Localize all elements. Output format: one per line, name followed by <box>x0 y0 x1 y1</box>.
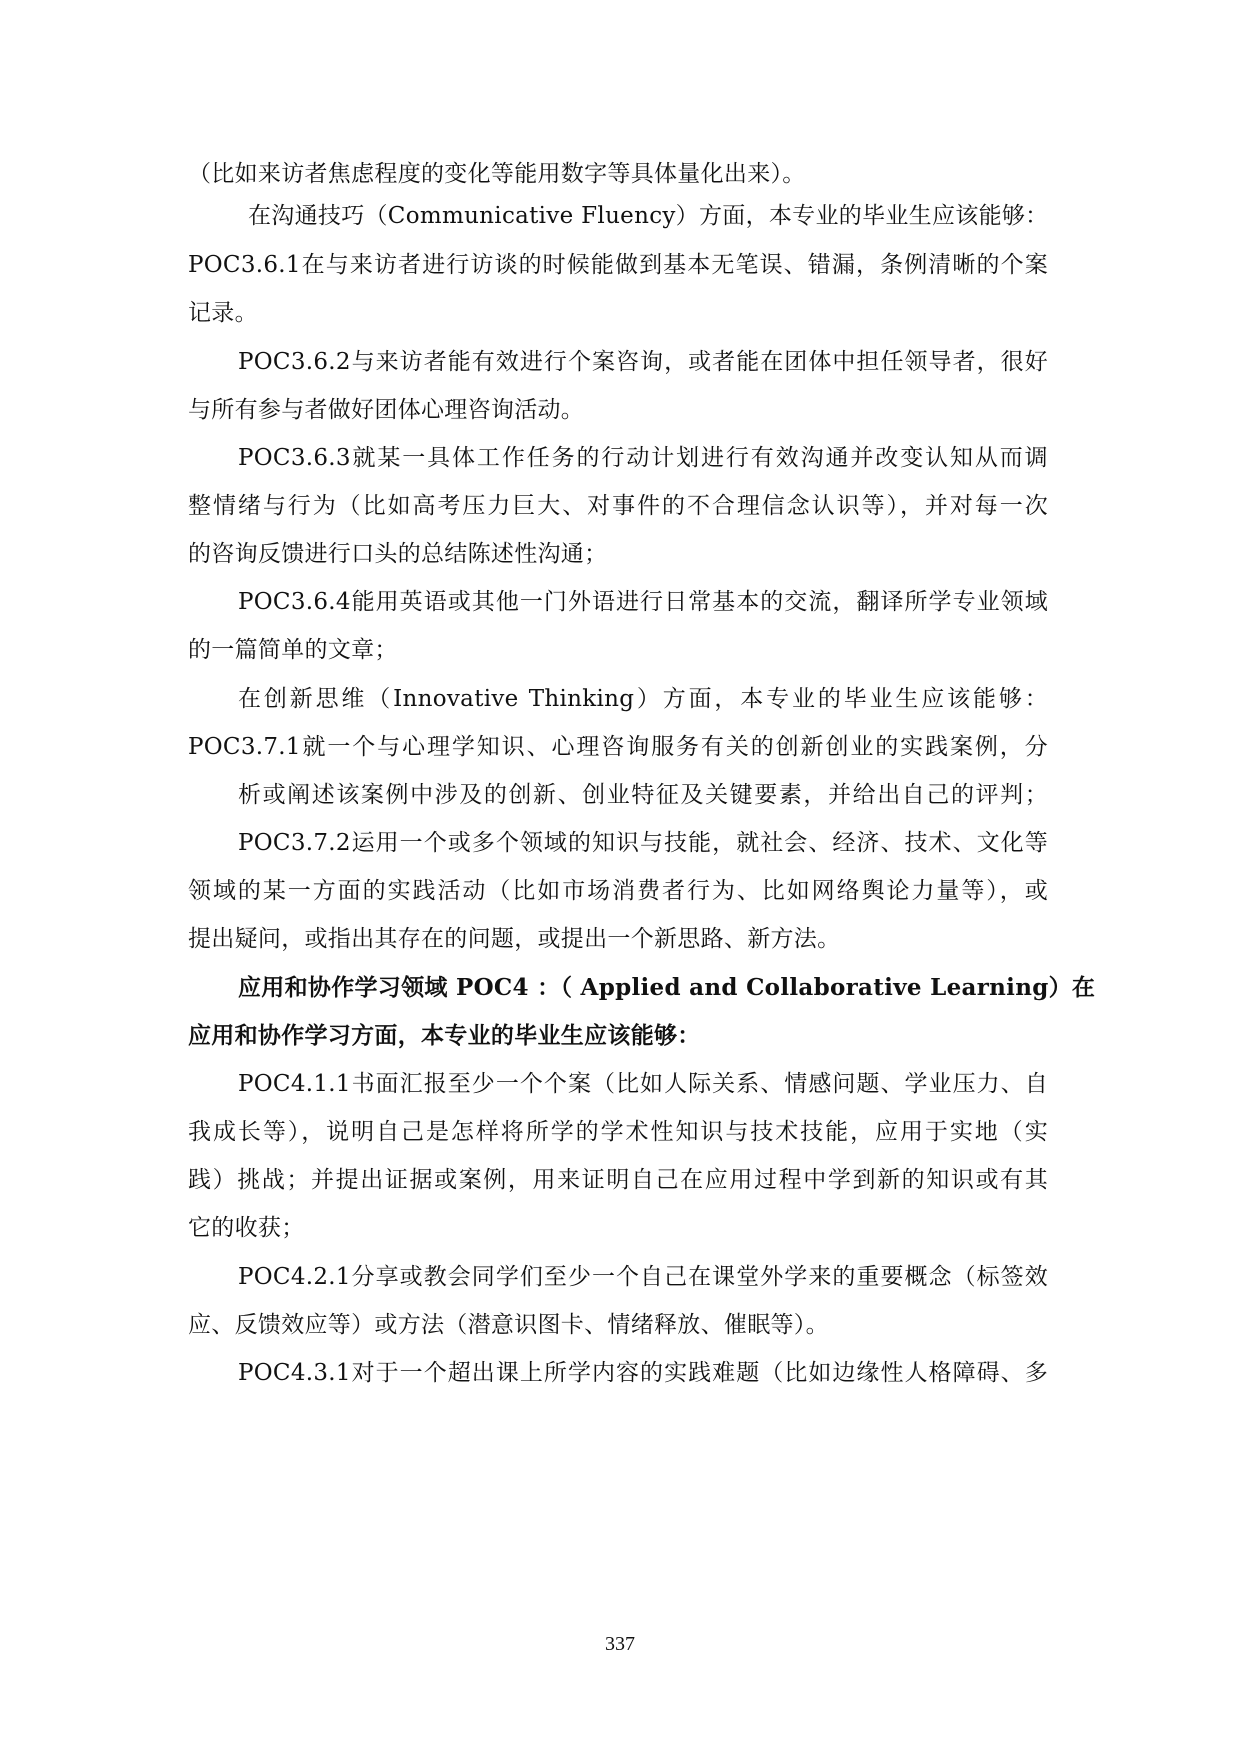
text-line: POC3.6.3就某一具体工作任务的行动计划进行有效沟通并改变认知从而调 <box>238 445 1048 471</box>
text-line: 整情绪与行为（比如高考压力巨大、对事件的不合理信念认识等），并对每一次 <box>188 493 1048 519</box>
text-line: 应、反馈效应等）或方法（潜意识图卡、情绪释放、催眠等）。 <box>188 1312 829 1338</box>
text-line: 记录。 <box>188 300 258 326</box>
text-line: POC3.7.2运用一个或多个领域的知识与技能，就社会、经济、技术、文化等 <box>238 830 1048 856</box>
page-number: 337 <box>605 1633 635 1655</box>
section-heading-line: 应用和协作学习领域 POC4 ：（ Applied and Collaborative Learning）在 <box>238 974 1096 1001</box>
text-line: 析或阐述该案例中涉及的创新、创业特征及关键要素，并给出自己的评判； <box>238 782 1048 808</box>
text-line: POC4.1.1书面汇报至少一个个案（比如人际关系、情感问题、学业压力、自 <box>238 1071 1048 1097</box>
text-line: 它的收获； <box>188 1215 305 1241</box>
text-line: 与所有参与者做好团体心理咨询活动。 <box>188 397 585 423</box>
text-line: POC3.6.1在与来访者进行访谈的时候能做到基本无笔误、错漏，条例清晰的个案 <box>188 252 1048 278</box>
text-line: 践）挑战；并提出证据或案例，用来证明自己在应用过程中学到新的知识或有其 <box>188 1167 1048 1193</box>
text-line: 的一篇简单的文章； <box>188 637 398 663</box>
section-heading-line: 应用和协作学习方面，本专业的毕业生应该能够： <box>188 1022 701 1049</box>
text-line: POC4.3.1对于一个超出课上所学内容的实践难题（比如边缘性人格障碍、多 <box>238 1360 1048 1386</box>
text-line: 在创新思维（Innovative Thinking）方面，本专业的毕业生应该能够： <box>238 686 1048 712</box>
text-line: 提出疑问，或指出其存在的问题，或提出一个新思路、新方法。 <box>188 926 841 952</box>
text-line: 领域的某一方面的实践活动（比如市场消费者行为、比如网络舆论力量等），或 <box>188 878 1048 904</box>
text-line: POC3.6.4能用英语或其他一门外语进行日常基本的交流，翻译所学专业领域 <box>238 589 1048 615</box>
text-line: POC3.6.2与来访者能有效进行个案咨询，或者能在团体中担任领导者，很好 <box>238 349 1048 375</box>
text-line: 的咨询反馈进行口头的总结陈述性沟通； <box>188 541 608 567</box>
text-line: POC3.7.1就一个与心理学知识、心理咨询服务有关的创新创业的实践案例，分 <box>188 734 1048 760</box>
text-line: （比如来访者焦虑程度的变化等能用数字等具体量化出来）。 <box>188 161 806 187</box>
text-line: POC4.2.1分享或教会同学们至少一个自己在课堂外学来的重要概念（标签效 <box>238 1264 1048 1290</box>
text-line: 我成长等），说明自己是怎样将所学的学术性知识与技术技能，应用于实地（实 <box>188 1119 1048 1145</box>
text-line: 在沟通技巧（Communicative Fluency）方面，本专业的毕业生应该能够： <box>248 203 1049 229</box>
